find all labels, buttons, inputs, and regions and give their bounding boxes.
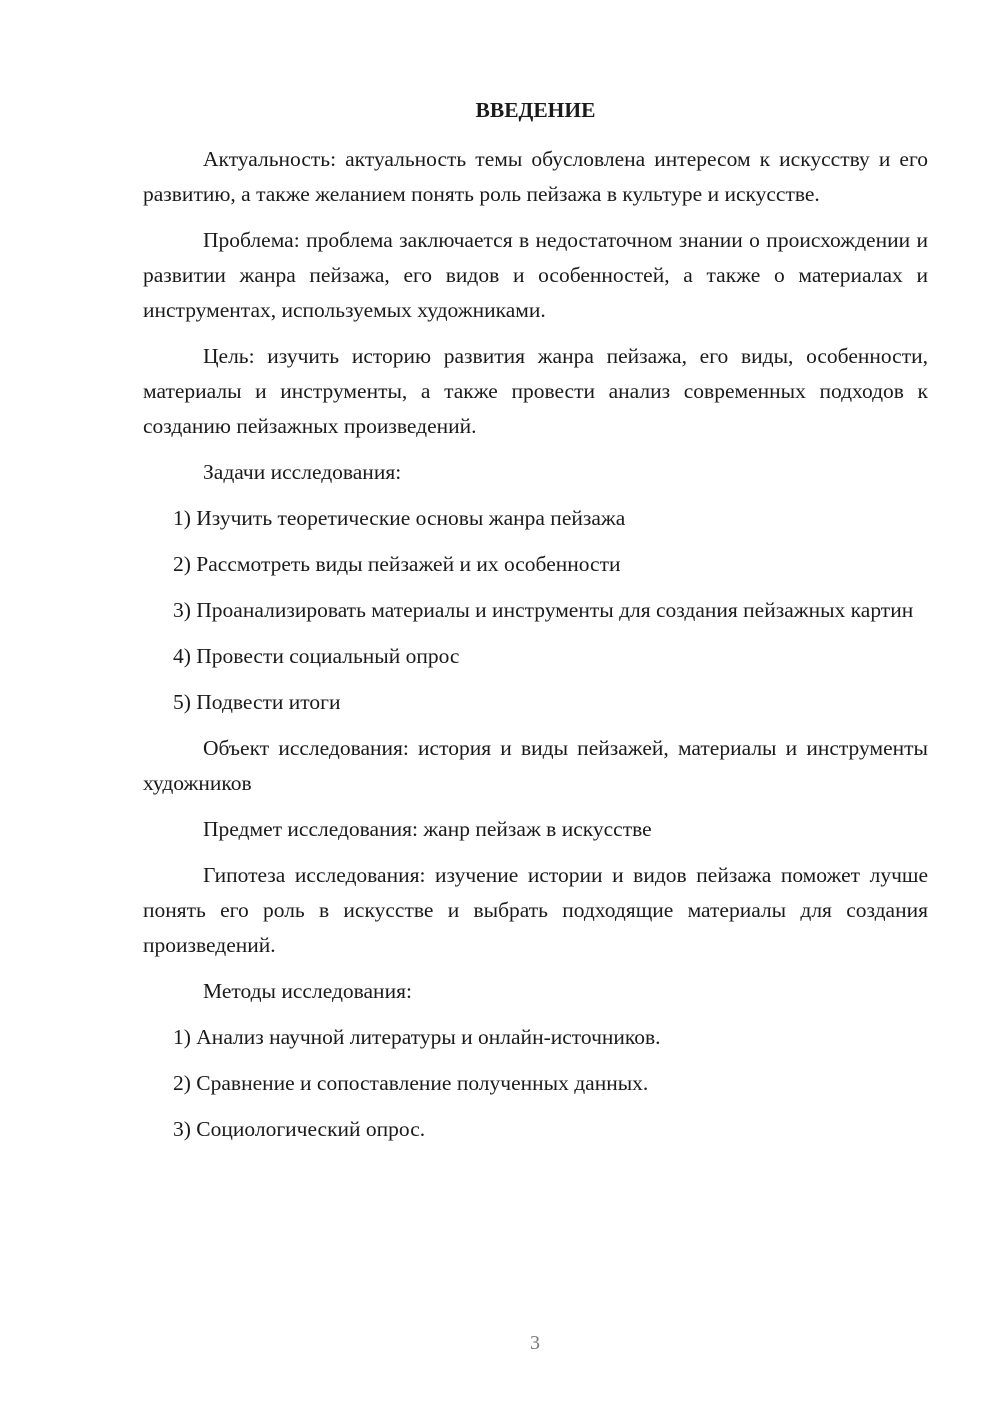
- object-paragraph: Объект исследования: история и виды пейзажей, материалы и инструменты художников: [143, 736, 928, 795]
- hypothesis-paragraph: Гипотеза исследования: изучение истории и видов пейзажа поможет лучше понять его роль в искусстве и выбрать подходящие материалы для создания произведений.: [143, 863, 928, 957]
- method-item: 2) Сравнение и сопоставление полученных данных.: [173, 1071, 649, 1095]
- method-item: 3) Социологический опрос.: [173, 1117, 426, 1141]
- section-title: ВВЕДЕНИЕ: [475, 98, 596, 122]
- task-item: 3) Проанализировать материалы и инструменты для создания пейзажных картин: [173, 598, 914, 622]
- task-item: 1) Изучить теоретические основы жанра пейзажа: [173, 506, 626, 530]
- task-item: 4) Провести социальный опрос: [173, 644, 460, 668]
- document-page: [143, 93, 928, 1158]
- task-item: 2) Рассмотреть виды пейзажей и их особенности: [173, 552, 621, 576]
- method-item: 1) Анализ научной литературы и онлайн-источников.: [173, 1025, 661, 1049]
- goal-paragraph: Цель: изучить историю развития жанра пейзажа, его виды, особенности, материалы и инструменты, а также провести анализ современных подходов к созданию пейзажных произведений.: [143, 344, 928, 438]
- methods-heading: Методы исследования:: [203, 979, 412, 1003]
- page-number: 3: [530, 1332, 540, 1354]
- problem-paragraph: Проблема: проблема заключается в недостаточном знании о происхождении и развитии жанра пейзажа, его видов и особенностей, а также о материалах и инструментах, используемых художниками.: [143, 228, 928, 322]
- subject-paragraph: Предмет исследования: жанр пейзаж в искусстве: [203, 817, 652, 841]
- task-item: 5) Подвести итоги: [173, 690, 341, 714]
- tasks-heading: Задачи исследования:: [203, 460, 402, 484]
- relevance-paragraph: Актуальность: актуальность темы обусловлена интересом к искусству и его развитию, а также желанием понять роль пейзажа в культуре и искусстве.: [143, 147, 928, 206]
